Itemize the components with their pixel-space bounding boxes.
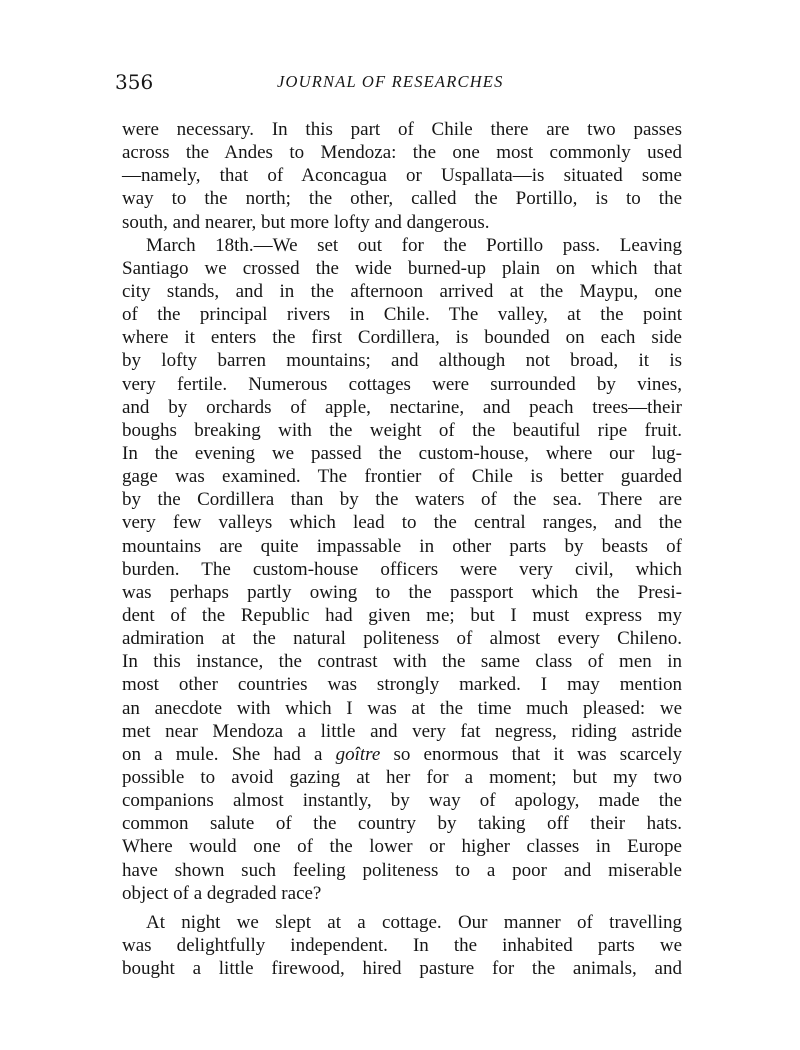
text-line: of the principal rivers in Chile. The valley, at the point xyxy=(122,304,682,326)
text-line: gage was examined. The frontier of Chile is better guarded xyxy=(122,466,682,488)
text-line: an anecdote with which I was at the time much pleased: we xyxy=(122,697,682,719)
text-line: —namely, that of Aconcagua or Uspallata—is situated some xyxy=(122,165,682,187)
text-line: burden. The custom-house officers were very civil, which xyxy=(122,558,682,580)
text-line: were necessary. In this part of Chile there are two passes xyxy=(122,119,682,140)
text-line: south, and nearer, but more lofty and dangerous. xyxy=(122,211,490,233)
text-line: by lofty barren mountains; and although not broad, it is xyxy=(122,350,682,372)
text-line: In the evening we passed the custom-house, where our lug- xyxy=(122,442,682,464)
text-line: mountains are quite impassable in other parts by beasts of xyxy=(122,535,682,557)
text-line: have shown such feeling politeness to a poor and miserable xyxy=(122,859,682,881)
text-line: In this instance, the contrast with the same class of men in xyxy=(122,651,682,673)
text-line: way to the north; the other, called the Portillo, is to the xyxy=(122,188,682,210)
text-line: common salute of the country by taking off their hats. xyxy=(122,813,682,835)
text-line: city stands, and in the afternoon arrived at the Maypu, one xyxy=(122,280,682,302)
text-line: very few valleys which lead to the central ranges, and the xyxy=(122,512,682,534)
text-line: object of a degraded race? xyxy=(122,882,322,904)
text-line: March 18th.—We set out for the Portillo pass. Leaving xyxy=(146,234,682,256)
text-line: Santiago we crossed the wide burned-up plain on which that xyxy=(122,257,682,279)
text-line: companions almost instantly, by way of apology, made the xyxy=(122,790,682,812)
text-line: bought a little firewood, hired pasture for the animals, and xyxy=(122,958,682,980)
body-text xyxy=(122,118,682,980)
text-line: admiration at the natural politeness of almost every Chileno. xyxy=(122,628,682,650)
text-line: and by orchards of apple, nectarine, and peach trees—their xyxy=(122,396,682,418)
text-line: dent of the Republic had given me; but I must express my xyxy=(122,604,682,626)
running-head xyxy=(115,70,685,100)
text-line: across the Andes to Mendoza: the one most commonly used xyxy=(122,142,682,164)
text-line: most other countries was strongly marked. I may mention xyxy=(122,674,682,696)
text-line: At night we slept at a cottage. Our manner of travelling xyxy=(146,911,682,933)
text-line: boughs breaking with the weight of the beautiful ripe fruit. xyxy=(122,419,682,441)
text-line: was delightfully independent. In the inhabited parts we xyxy=(122,934,682,956)
text-line: met near Mendoza a little and very fat negress, riding astride xyxy=(122,720,682,742)
text-line: possible to avoid gazing at her for a moment; but my two xyxy=(122,766,682,788)
text-line: was perhaps partly owing to the passport which the Presi- xyxy=(122,581,682,603)
text-line: Where would one of the lower or higher classes in Europe xyxy=(122,836,682,858)
text-line: very fertile. Numerous cottages were surrounded by vines, xyxy=(122,373,682,395)
page-number: 356 xyxy=(115,70,154,94)
text-line: by the Cordillera than by the waters of the sea. There are xyxy=(122,489,682,511)
running-title: JOURNAL OF RESEARCHES xyxy=(277,72,504,91)
text-line: where it enters the first Cordillera, is bounded on each side xyxy=(122,327,682,349)
text-line: on a mule. She had a goître so enormous that it was scarcely xyxy=(122,743,683,765)
